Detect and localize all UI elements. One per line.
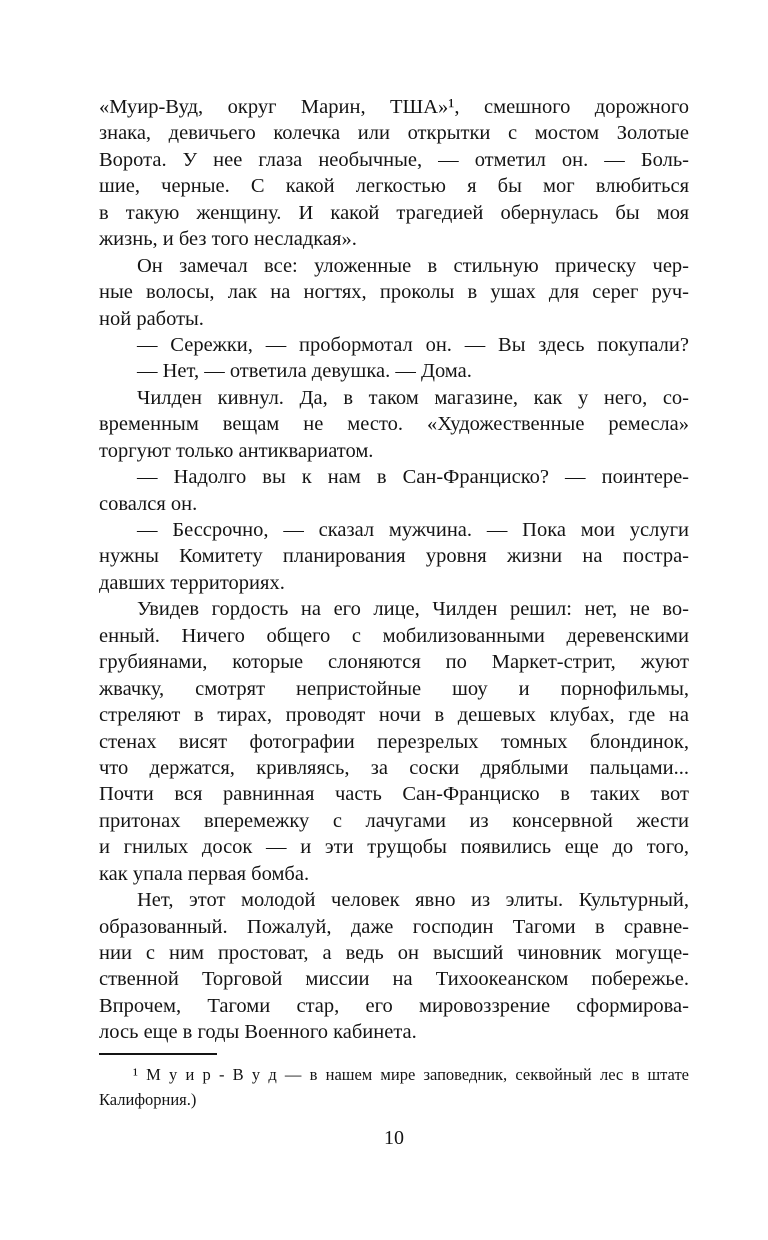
- text-line: Увидев гордость на его лице, Чилден решил: нет, не во-: [137, 598, 689, 621]
- text-line: образованный. Пожалуй, даже господин Тагоми в сравне-: [99, 915, 689, 938]
- text-line: ной работы.: [99, 307, 204, 330]
- footnote-separator: [99, 1053, 217, 1055]
- text-line: — Сережки, — пробормотал он. — Вы здесь покупали?: [137, 333, 689, 356]
- text-line: Чилден кивнул. Да, в таком магазине, как у него, со-: [137, 386, 689, 409]
- text-line: как упала первая бомба.: [99, 862, 310, 885]
- text-block: [99, 94, 689, 1150]
- text-line: шие, черные. С какой легкостью я бы мог влюбиться: [99, 175, 689, 198]
- text-line: ные волосы, лак на ногтях, проколы в ушах для серег руч-: [99, 281, 689, 304]
- text-line: Он замечал все: уложенные в стильную прическу чер-: [137, 254, 689, 277]
- footnote: [99, 1062, 689, 1112]
- text-line: Ворота. У нее глаза необычные, — отметил он. — Боль-: [99, 148, 689, 171]
- text-line: совался он.: [99, 492, 198, 515]
- text-line: лось еще в годы Военного кабинета.: [99, 1021, 417, 1044]
- text-line: Калифорния.): [99, 1089, 197, 1109]
- text-line: жизнь, и без того несладкая».: [99, 228, 357, 251]
- main-text: [99, 94, 689, 1046]
- paragraph: [99, 464, 689, 517]
- paragraph: [99, 253, 689, 332]
- text-line: нужны Комитету планирования уровня жизни на постра-: [99, 545, 689, 568]
- text-line: стенах висят фотографии перезрелых томных блондинок,: [99, 730, 689, 753]
- text-line: Нет, этот молодой человек явно из элиты. Культурный,: [137, 889, 689, 912]
- text-line: что держатся, кривляясь, за соски дряблыми пальцами...: [99, 756, 689, 779]
- text-line: — Бессрочно, — сказал мужчина. — Пока мои услуги: [137, 519, 689, 541]
- text-line: жвачку, смотрят непристойные шоу и порнофильмы,: [99, 677, 689, 700]
- text-line: — Надолго вы к нам в Сан-Франциско? — поинтере-: [137, 466, 689, 489]
- paragraph: [99, 887, 689, 1046]
- text-line: в такую женщину. И какой трагедией обернулась бы моя: [99, 201, 689, 224]
- text-line: стреляют в тирах, проводят ночи в дешевых клубах, где на: [99, 704, 689, 727]
- paragraph: [99, 332, 689, 358]
- page-number: 10: [384, 1126, 404, 1149]
- text-line: — Нет, — ответила девушка. — Дома.: [137, 360, 472, 383]
- text-line: нии с ним простоват, а ведь он высший чиновник могуще-: [99, 942, 689, 964]
- text-line: ¹ М у и р - В у д — в нашем мире заповедник, секвойный лес в штате: [133, 1064, 689, 1084]
- text-line: ственной Торговой миссии на Тихоокеанском побережье.: [99, 968, 689, 991]
- paragraph: [99, 94, 689, 253]
- text-line: енный. Ничего общего с мобилизованными деревенскими: [99, 624, 689, 647]
- paragraph: [99, 358, 689, 384]
- text-line: «Муир-Вуд, округ Марин, ТША»¹, смешного дорожного: [99, 96, 689, 118]
- text-line: Почти вся равнинная часть Сан-Франциско в таких вот: [99, 783, 689, 806]
- text-line: торгуют только антиквариатом.: [99, 439, 374, 462]
- text-line: грубиянами, которые слоняются по Маркет-стрит, жуют: [99, 651, 689, 674]
- text-line: Впрочем, Тагоми стар, его мировоззрение сформирова-: [99, 994, 689, 1017]
- text-line: давших территориях.: [99, 571, 285, 594]
- text-line: и гнилых досок — и эти трущобы появились еще до того,: [99, 836, 689, 859]
- paragraph: [99, 517, 689, 596]
- text-line: притонах вперемежку с лачугами из консервной жести: [99, 809, 689, 832]
- text-line: знака, девичьего колечка или открытки с мостом Золотые: [99, 122, 689, 145]
- paragraph: [99, 385, 689, 464]
- text-line: временным вещам не место. «Художественные ремесла»: [99, 413, 689, 436]
- paragraph: [99, 596, 689, 887]
